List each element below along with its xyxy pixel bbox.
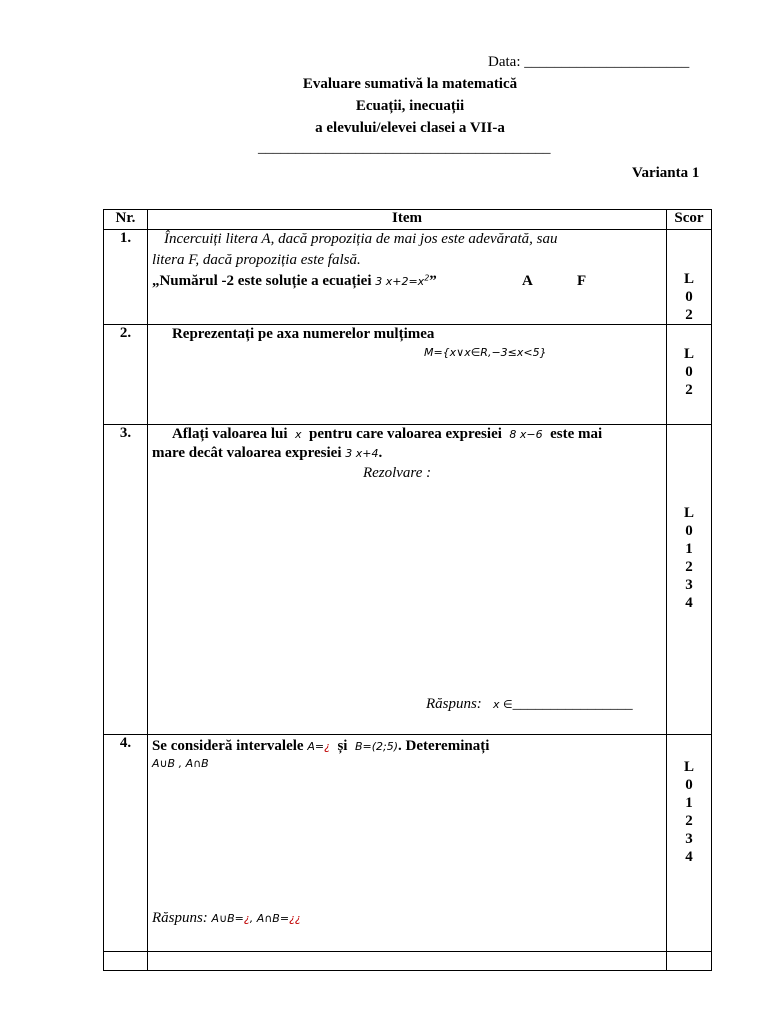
operations: A∪B , A∩B xyxy=(151,757,209,770)
score-value: 4 xyxy=(685,595,693,611)
score-cell xyxy=(667,425,712,735)
empty-cell xyxy=(104,952,148,971)
score-value: 2 xyxy=(685,813,693,829)
score-value: 3 xyxy=(685,831,693,847)
score-value: 0 xyxy=(685,777,693,793)
answer-label: Răspuns: xyxy=(425,696,482,712)
item-cell xyxy=(147,425,666,735)
document-subtitle: Ecuații, inecuații xyxy=(355,98,465,114)
score-value: L xyxy=(684,759,695,775)
date-blank: ______________________ xyxy=(524,54,690,70)
set-expression: M={x∨x∈R,−3≤x<5} xyxy=(423,346,547,359)
set-b: B=(2;5) xyxy=(354,740,399,753)
statement-text: „Numărul -2 este soluție a ecuației xyxy=(151,273,372,289)
row-number: 2. xyxy=(104,325,148,425)
score-value: L xyxy=(684,271,695,287)
table-row xyxy=(104,230,712,325)
score-value: 2 xyxy=(685,307,693,323)
item-text: Încercuiți litera A, dacă propoziția de mai jos este adevărată, sau xyxy=(163,231,558,247)
row-number: 1. xyxy=(104,230,148,325)
expression-2: 3 x+4 xyxy=(345,447,379,460)
document-title: Evaluare sumativă la matematică xyxy=(302,76,518,92)
set-a: A=¿ xyxy=(307,740,330,753)
table-row xyxy=(104,735,712,952)
option-a[interactable]: A xyxy=(521,273,533,289)
empty-cell xyxy=(147,952,666,971)
table-row xyxy=(104,425,712,735)
statement-close-quote: ” xyxy=(429,273,437,289)
score-value: 0 xyxy=(685,289,693,305)
item-text: Se consideră intervalele A=¿ și B=(2;5). Detereminați xyxy=(151,738,490,754)
score-value: 2 xyxy=(685,382,693,398)
score-cell xyxy=(667,230,712,325)
score-value: 3 xyxy=(685,577,693,593)
answer-line: Răspuns: A∪B=¿, A∩B=¿¿ xyxy=(151,910,301,926)
equation: 3 $x+2=x^2$ xyxy=(375,273,430,288)
answer-label: Răspuns: xyxy=(151,910,208,926)
score-value: 1 xyxy=(685,541,693,557)
class-line: a elevului/elevei clasei a VII-a xyxy=(315,120,505,136)
score-value: 4 xyxy=(685,849,693,865)
item-cell xyxy=(147,735,666,952)
item-statement xyxy=(152,273,437,290)
table-header-row xyxy=(104,210,712,230)
answer-union[interactable]: A∪B=¿ xyxy=(211,912,250,925)
option-f[interactable]: F xyxy=(576,273,587,289)
score-value: 0 xyxy=(685,523,693,539)
empty-cell xyxy=(667,952,712,971)
score-value: 0 xyxy=(685,364,693,380)
item-text: Reprezentați pe axa numerelor mulțimea xyxy=(171,326,435,342)
header-nr: Nr. xyxy=(104,210,148,230)
score-cell xyxy=(667,735,712,952)
rezolvare-label: Rezolvare : xyxy=(362,465,432,481)
answer-intersection[interactable]: A∩B=¿¿ xyxy=(256,912,301,925)
item-text: mare decât valoarea expresiei 3 x+4. xyxy=(151,445,383,461)
answer-line xyxy=(426,696,633,713)
assessment-table xyxy=(103,209,712,971)
header-item: Item xyxy=(147,210,666,230)
expression-1: 8 x−6 xyxy=(509,428,543,441)
date-label: Data: xyxy=(488,54,521,70)
item-text: Aflați valoarea lui x pentru care valoarea expresiei 8 x−6 este mai xyxy=(171,426,603,442)
variant-label: Varianta 1 xyxy=(632,165,700,181)
header-scor: Scor xyxy=(667,210,712,230)
score-cell xyxy=(667,325,712,425)
name-blank: _______________________________________ xyxy=(258,140,551,156)
answer-expression: x ∈ xyxy=(493,698,513,711)
date-line xyxy=(488,54,689,71)
variable-x: x xyxy=(295,428,302,441)
item-cell xyxy=(147,230,666,325)
score-value: L xyxy=(684,346,695,362)
row-number: 3. xyxy=(104,425,148,735)
score-value: 1 xyxy=(685,795,693,811)
score-value: L xyxy=(684,505,695,521)
score-value: 2 xyxy=(685,559,693,575)
row-number: 4. xyxy=(104,735,148,952)
item-cell xyxy=(147,325,666,425)
table-row-empty xyxy=(104,952,712,971)
item-text: litera F, dacă propoziția este falsă. xyxy=(151,252,361,268)
answer-blank[interactable]: ________________ xyxy=(512,696,633,712)
table-row xyxy=(104,325,712,425)
